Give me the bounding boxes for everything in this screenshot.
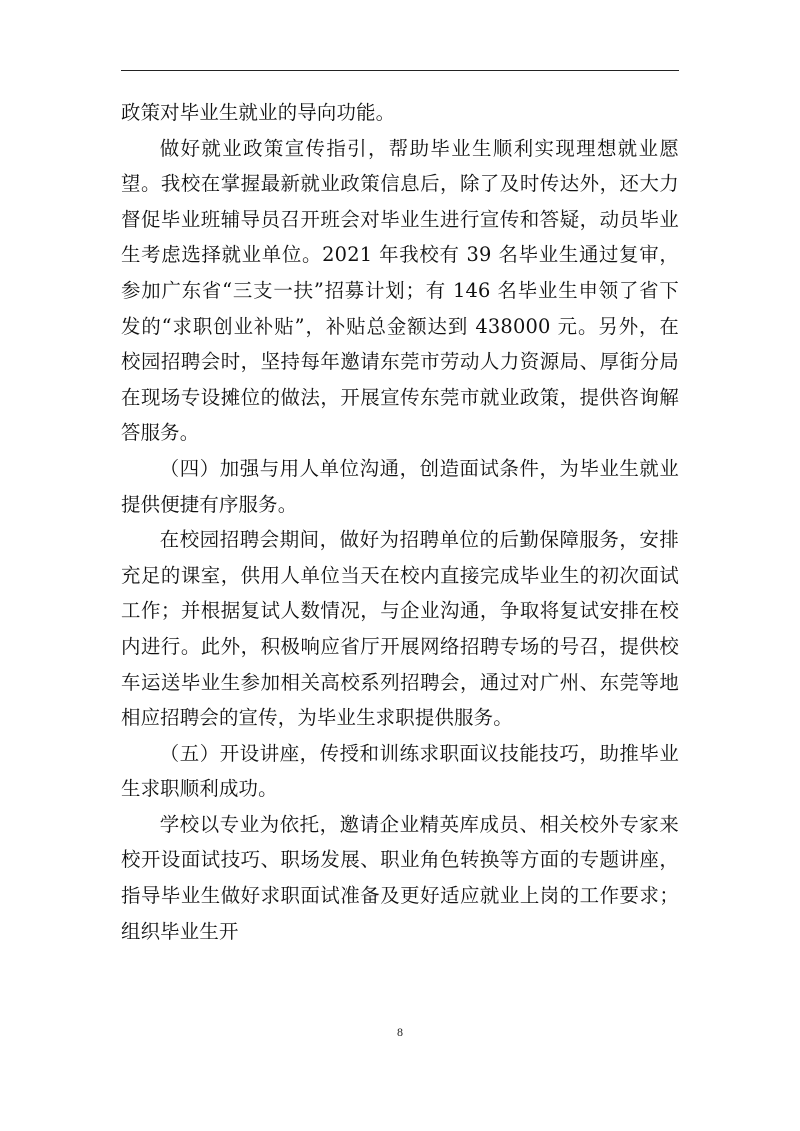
section-heading-4: （四）加强与用人单位沟通，创造面试条件，为毕业生就业提供便捷有序服务。 xyxy=(121,456,679,516)
paragraph-lectures: 学校以专业为依托，邀请企业精英库成员、相关校外专家来校开设面试技巧、职场发展、职业角色转换等方面的专题讲座，指导毕业生做好求职面试准备及更好适应就业上岗的工作要求；组织毕业生开 xyxy=(121,812,679,943)
section-heading-5: （五）开设讲座，传授和训练求职面议技能技巧，助推毕业生求职顺利成功。 xyxy=(121,741,679,801)
page-number: 8 xyxy=(397,1025,403,1039)
document-body xyxy=(121,95,679,949)
paragraph-continuation: 政策对毕业生就业的导向功能。 xyxy=(121,101,396,124)
paragraph-recruitment-services: 在校园招聘会期间，做好为招聘单位的后勤保障服务，安排充足的课室，供用人单位当天在校内直接完成毕业生的初次面试工作；并根据复试人数情况，与企业沟通，争取将复试安排在校内进行。此外，积极响应省厅开展网络招聘专场的号召，提供校车运送毕业生参加相关高校系列招聘会，通过对广州、东莞等地相应招聘会的宣传，为毕业生求职提供服务。 xyxy=(121,528,679,730)
paragraph-policy-promotion: 做好就业政策宣传指引，帮助毕业生顺利实现理想就业愿望。我校在掌握最新就业政策信息后，除了及时传达外，还大力督促毕业班辅导员召开班会对毕业生进行宣传和答疑，动员毕业生考虑选择就业单位。2021 年我校有 39 名毕业生通过复审，参加广东省“三支一扶”招募计划；有 146 名毕业生申领了省下发的“求职创业补贴”，补贴总金额达到 438000 元。另外，在校园招聘会时，坚持每年邀请东莞市劳动人力资源局、厚街分局在现场专设摊位的做法，开展宣传东莞市就业政策，提供咨询解答服务。 xyxy=(121,136,679,445)
header-rule xyxy=(121,70,679,71)
